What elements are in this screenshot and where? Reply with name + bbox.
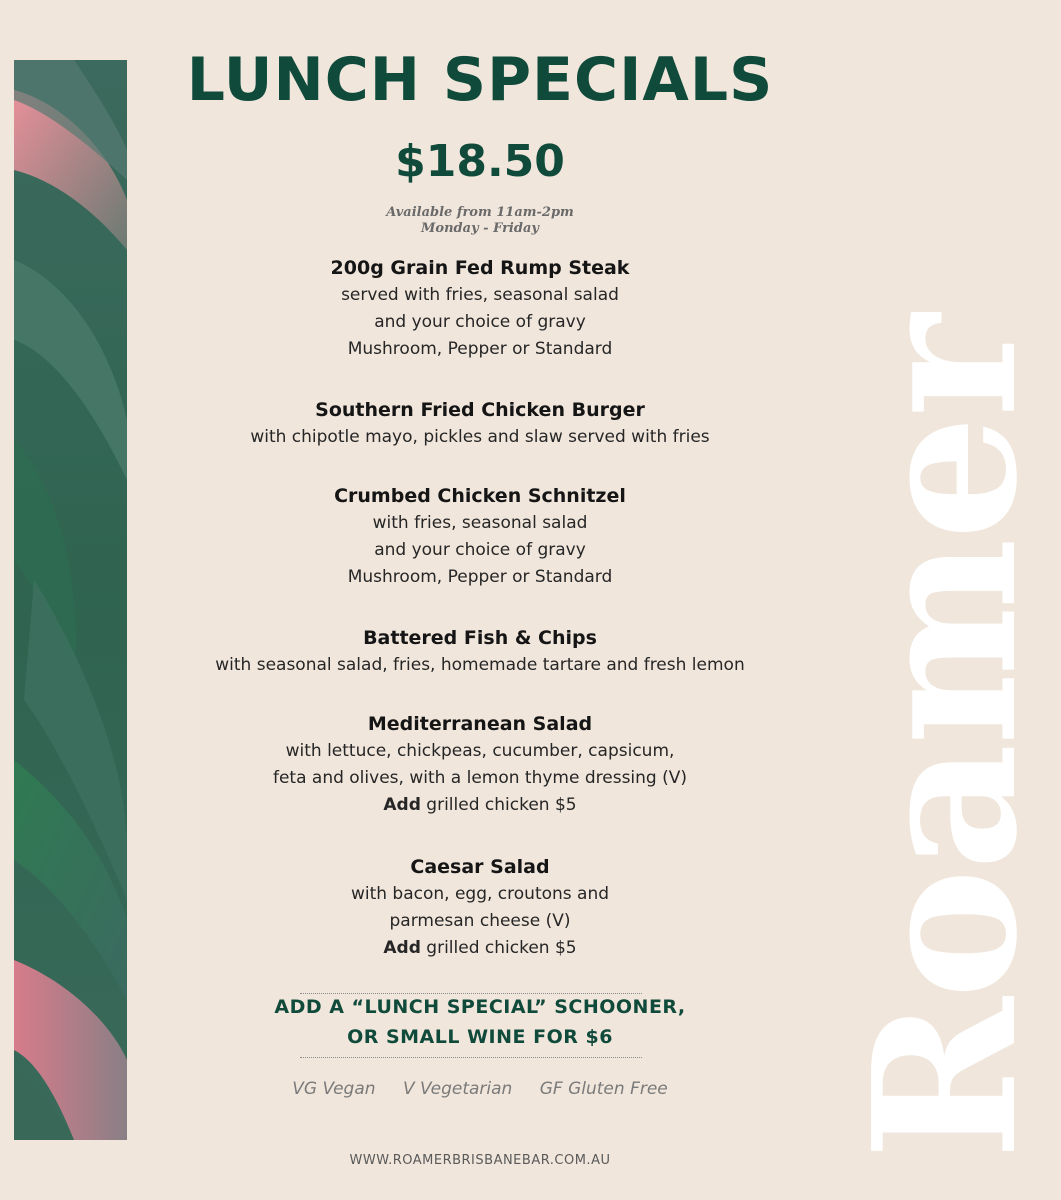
description-line: and your choice of gravy	[374, 312, 586, 332]
addon-text: grilled chicken $5	[420, 795, 577, 815]
menu-item-name: 200g Grain Fed Rump Steak	[330, 257, 630, 279]
promo-line: ADD A “LUNCH SPECIAL” SCHOONER,	[274, 996, 686, 1018]
description-line: served with fries, seasonal salad	[341, 285, 619, 305]
menu-item-caesar-salad	[100, 853, 860, 962]
addon-label: Add	[383, 938, 421, 958]
addon-label: Add	[383, 795, 421, 815]
menu-item-name: Crumbed Chicken Schnitzel	[334, 485, 626, 507]
description-line: Mushroom, Pepper or Standard	[347, 567, 613, 587]
menu-item-chicken-schnitzel	[100, 482, 860, 591]
menu-item-description	[100, 282, 860, 363]
menu-item-name: Caesar Salad	[410, 856, 550, 878]
menu-item-description	[100, 424, 860, 451]
menu-item-name: Southern Fried Chicken Burger	[315, 399, 645, 421]
menu-item-description	[100, 738, 860, 819]
page-title: LUNCH SPECIALS	[186, 45, 774, 115]
availability-time: Available from 11am-2pm	[386, 205, 574, 220]
description-line: feta and olives, with a lemon thyme dressing (V)	[272, 768, 688, 788]
menu-item-mediterranean-salad	[100, 710, 860, 819]
menu-item-description	[100, 652, 860, 679]
legend-gluten-free: GF Gluten Free	[539, 1079, 668, 1099]
dietary-legend	[180, 1078, 780, 1100]
website-url: WWW.ROAMERBRISBANEBAR.COM.AU	[349, 1153, 611, 1168]
divider-bottom	[300, 1057, 642, 1058]
availability-days: Monday - Friday	[421, 221, 539, 236]
decorative-leaf-strip	[14, 60, 127, 1140]
menu-item-name: Battered Fish & Chips	[363, 627, 597, 649]
promo-line: OR SMALL WINE FOR $6	[347, 1026, 613, 1048]
menu-item-description	[100, 881, 860, 962]
menu-item-rump-steak	[100, 254, 860, 363]
menu-item-name: Mediterranean Salad	[367, 713, 593, 735]
addon-line	[100, 935, 860, 962]
menu-item-description	[100, 510, 860, 591]
description-line: Mushroom, Pepper or Standard	[347, 339, 613, 359]
description-line: with fries, seasonal salad	[372, 513, 588, 533]
description-line: with lettuce, chickpeas, cucumber, capsicum,	[285, 741, 675, 761]
description-line: with chipotle mayo, pickles and slaw served with fries	[250, 427, 710, 447]
addon-line	[100, 792, 860, 819]
drink-promo	[180, 992, 780, 1052]
legend-vegetarian: V Vegetarian	[402, 1079, 513, 1099]
description-line: with bacon, egg, croutons and	[350, 884, 610, 904]
menu-item-chicken-burger	[100, 396, 860, 451]
brand-wordmark-vertical: Roamer	[831, 316, 1061, 1160]
addon-text: grilled chicken $5	[420, 938, 577, 958]
availability	[180, 205, 780, 237]
description-line: parmesan cheese (V)	[389, 911, 571, 931]
price: $18.50	[395, 136, 565, 187]
description-line: with seasonal salad, fries, homemade tartare and fresh lemon	[215, 655, 745, 675]
description-line: and your choice of gravy	[374, 540, 586, 560]
legend-vegan: VG Vegan	[292, 1079, 376, 1099]
menu-item-fish-chips	[100, 624, 860, 679]
